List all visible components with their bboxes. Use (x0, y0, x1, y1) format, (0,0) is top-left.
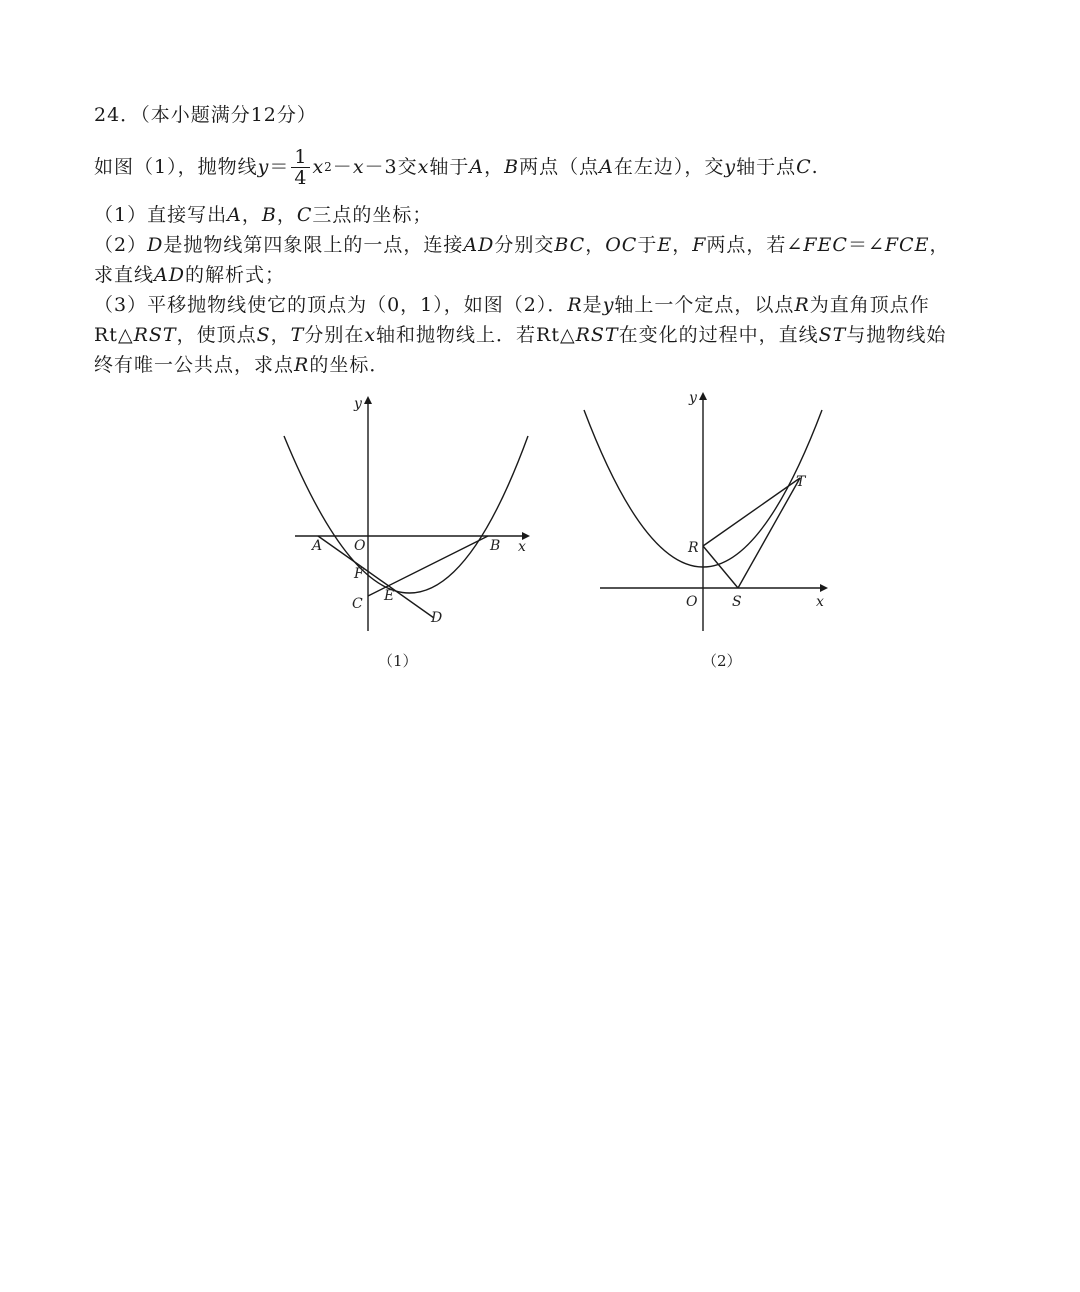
point-R: R (294, 354, 310, 376)
problem-score: （本小题满分12分） (140, 104, 317, 126)
figure-1-labels (310, 396, 526, 670)
question-3-line-1 (94, 290, 1014, 320)
q3-text: 分别在 (304, 324, 365, 346)
point-F: F (692, 234, 707, 256)
comma: ， (585, 234, 606, 256)
segment-BC: BC (554, 234, 586, 256)
point-B: B (261, 204, 277, 226)
q3-text: 与抛物线始 (846, 324, 947, 346)
segment-RT (703, 478, 800, 546)
question-2-line-2 (94, 260, 1014, 290)
segment-AD (318, 536, 434, 618)
intro-text: 轴于 (429, 156, 470, 178)
segment-BC (368, 536, 488, 596)
triangle-RST: RST (133, 324, 177, 346)
problem-header (94, 100, 1014, 130)
comma: ， (276, 204, 297, 226)
point-T: T (290, 324, 305, 346)
label-O: O (686, 594, 698, 610)
equals-sign: ＝ (269, 156, 290, 178)
label-x: x (518, 539, 526, 555)
q3-text: 终有唯一公共点，求点 (94, 354, 295, 376)
angle-FEC: FEC (803, 234, 848, 256)
var-y: y (724, 156, 737, 178)
q3-text: Rt△ (94, 324, 134, 346)
intro-text: 轴于点 (736, 156, 797, 178)
comma: ， (672, 234, 693, 256)
var-y: y (257, 156, 270, 178)
problem-intro (94, 138, 1014, 196)
comma: ， (929, 234, 950, 256)
q1-text: 三点的坐标； (312, 204, 433, 226)
figure-2-labels (686, 390, 824, 670)
point-C: C (296, 204, 313, 226)
label-E: E (384, 588, 395, 604)
q3-text: （3）平移抛物线使它的顶点为（0，1），如图（2）． (94, 294, 568, 316)
var-x: x (312, 156, 325, 178)
question-3-line-3 (94, 350, 1014, 380)
q3-text: 是 (582, 294, 603, 316)
triangle-RST: RST (575, 324, 619, 346)
label-O: O (354, 538, 366, 554)
figures (270, 388, 850, 688)
figure-1 (284, 398, 528, 631)
q2-text: （2） (94, 234, 148, 256)
intro-text: 两点（点 (519, 156, 600, 178)
label-A: A (312, 538, 323, 554)
point-D: D (147, 234, 164, 256)
intro-text: 在左边），交 (613, 156, 725, 178)
point-R: R (567, 294, 583, 316)
label-F: F (354, 566, 364, 582)
segment-OC: OC (605, 234, 638, 256)
caption-2: （2） (702, 652, 742, 670)
var-x: x (417, 156, 430, 178)
point-A: A (227, 204, 242, 226)
comma: ， (241, 204, 262, 226)
segment-AD: AD (154, 264, 185, 286)
problem-number: 24． (94, 104, 141, 126)
question-1 (94, 200, 1014, 230)
q2-text: 的解析式； (184, 264, 285, 286)
var-y: y (602, 294, 615, 316)
point-A: A (469, 156, 485, 178)
minus-sign: － (332, 156, 353, 178)
line-ST: ST (818, 324, 847, 346)
q3-text: ，使顶点 (176, 324, 257, 346)
parabola (284, 436, 528, 593)
q3-text: 为直角顶点作 (809, 294, 930, 316)
angle-FCE: FCE (884, 234, 930, 256)
question-3-line-2 (94, 320, 1014, 350)
intro-text: 如图（1），抛物线 (94, 156, 258, 178)
point-E: E (657, 234, 673, 256)
label-y: y (689, 390, 697, 406)
point-A: A (599, 156, 614, 178)
fraction-one-quarter (291, 147, 310, 188)
label-S: S (732, 594, 742, 610)
point-B: B (504, 156, 520, 178)
q3-text: 的坐标． (309, 354, 390, 376)
point-S: S (256, 324, 271, 346)
label-R: R (688, 540, 699, 556)
q2-text: 是抛物线第四象限上的一点，连接 (163, 234, 464, 256)
q2-text: 于 (637, 234, 658, 256)
label-y: y (354, 396, 362, 412)
label-x: x (816, 594, 824, 610)
q3-text: 在变化的过程中，直线 (618, 324, 819, 346)
caption-1: （1） (378, 652, 418, 670)
intro-text: －3交 (364, 156, 418, 178)
fraction-numerator: 1 (291, 147, 310, 168)
comma: ， (270, 324, 291, 346)
label-D: D (431, 610, 443, 626)
fraction-denominator: 4 (294, 166, 308, 189)
q3-text: 轴和抛物线上．若Rt△ (376, 324, 576, 346)
period: . (811, 156, 819, 178)
point-C: C (796, 156, 812, 178)
question-2-line-1 (94, 230, 1014, 260)
q2-text: 分别交 (494, 234, 555, 256)
exponent: 2 (324, 160, 333, 174)
q2-text: ＝∠ (847, 234, 885, 256)
var-x: x (364, 324, 377, 346)
segment-AD: AD (463, 234, 495, 256)
q2-text: 求直线 (94, 264, 155, 286)
q1-text: （1）直接写出 (94, 204, 228, 226)
comma: ， (484, 156, 505, 178)
segment-ST (738, 478, 800, 588)
var-x: x (352, 156, 365, 178)
figure-2 (584, 394, 826, 631)
label-C: C (352, 596, 363, 612)
q3-text: 轴上一个定点，以点 (614, 294, 795, 316)
point-R: R (794, 294, 810, 316)
q2-text: 两点，若∠ (706, 234, 804, 256)
label-B: B (490, 538, 501, 554)
problem-24 (94, 100, 1014, 380)
label-T: T (796, 474, 806, 490)
